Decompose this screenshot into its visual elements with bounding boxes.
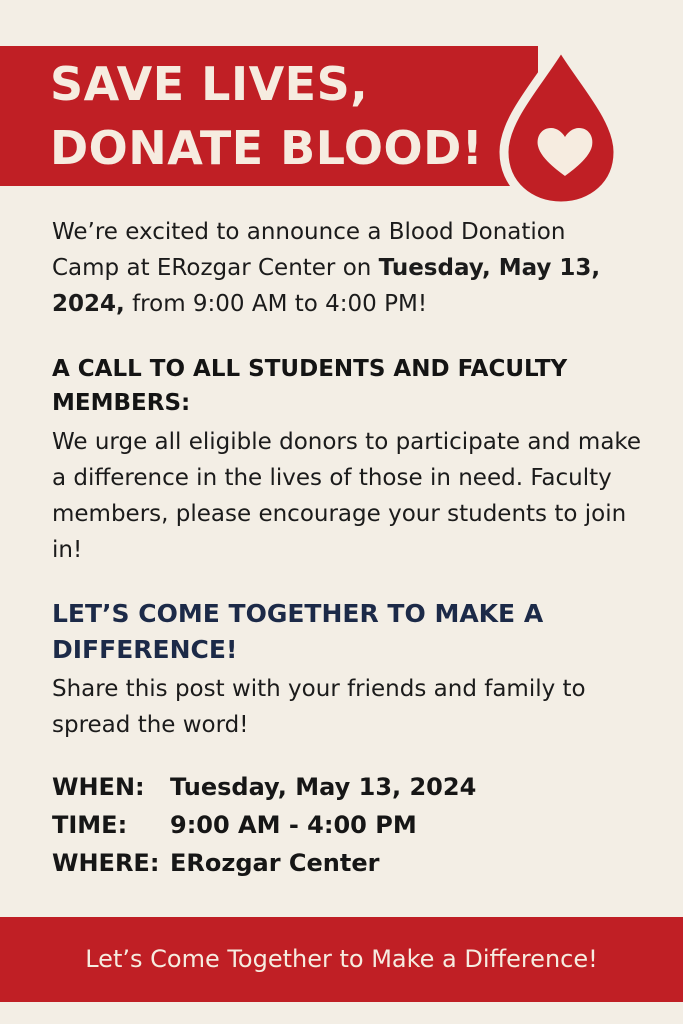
where-label: WHERE: xyxy=(52,849,160,877)
detail-where xyxy=(52,844,476,882)
footer-banner xyxy=(0,917,683,1002)
event-date-bold: Tuesday, May 13, 2024, xyxy=(52,255,601,317)
intro-text-after: from 9:00 AM to 4:00 PM! xyxy=(124,291,428,317)
intro-paragraph xyxy=(52,214,632,322)
where-value: ERozgar Center xyxy=(170,849,380,877)
intro-text-before: We’re excited to announce a Blood Donation Camp at ERozgar Center on xyxy=(52,219,566,281)
together-section-title: LET’S COME TOGETHER TO MAKE A DIFFERENCE! xyxy=(52,599,544,664)
detail-when xyxy=(52,768,476,806)
time-value: 9:00 AM - 4:00 PM xyxy=(170,811,417,839)
call-section-title: A CALL TO ALL STUDENTS AND FACULTY MEMBERS: xyxy=(52,356,568,416)
when-label: WHEN: xyxy=(52,773,145,801)
headline xyxy=(50,52,483,180)
detail-time xyxy=(52,806,476,844)
call-section-body: We urge all eligible donors to participate and make a difference in the lives of those in need. Faculty members, please encourage your students to join in! xyxy=(52,429,642,563)
when-value: Tuesday, May 13, 2024 xyxy=(170,773,477,801)
headline-line-1: SAVE LIVES, xyxy=(50,57,369,111)
footer-text: Let’s Come Together to Make a Difference! xyxy=(85,945,598,973)
event-details xyxy=(52,768,476,882)
together-section-body: Share this post with your friends and family to spread the word! xyxy=(52,676,586,738)
blood-drop-icon xyxy=(496,40,626,210)
headline-line-2: DONATE BLOOD! xyxy=(50,121,484,175)
time-label: TIME: xyxy=(52,811,128,839)
